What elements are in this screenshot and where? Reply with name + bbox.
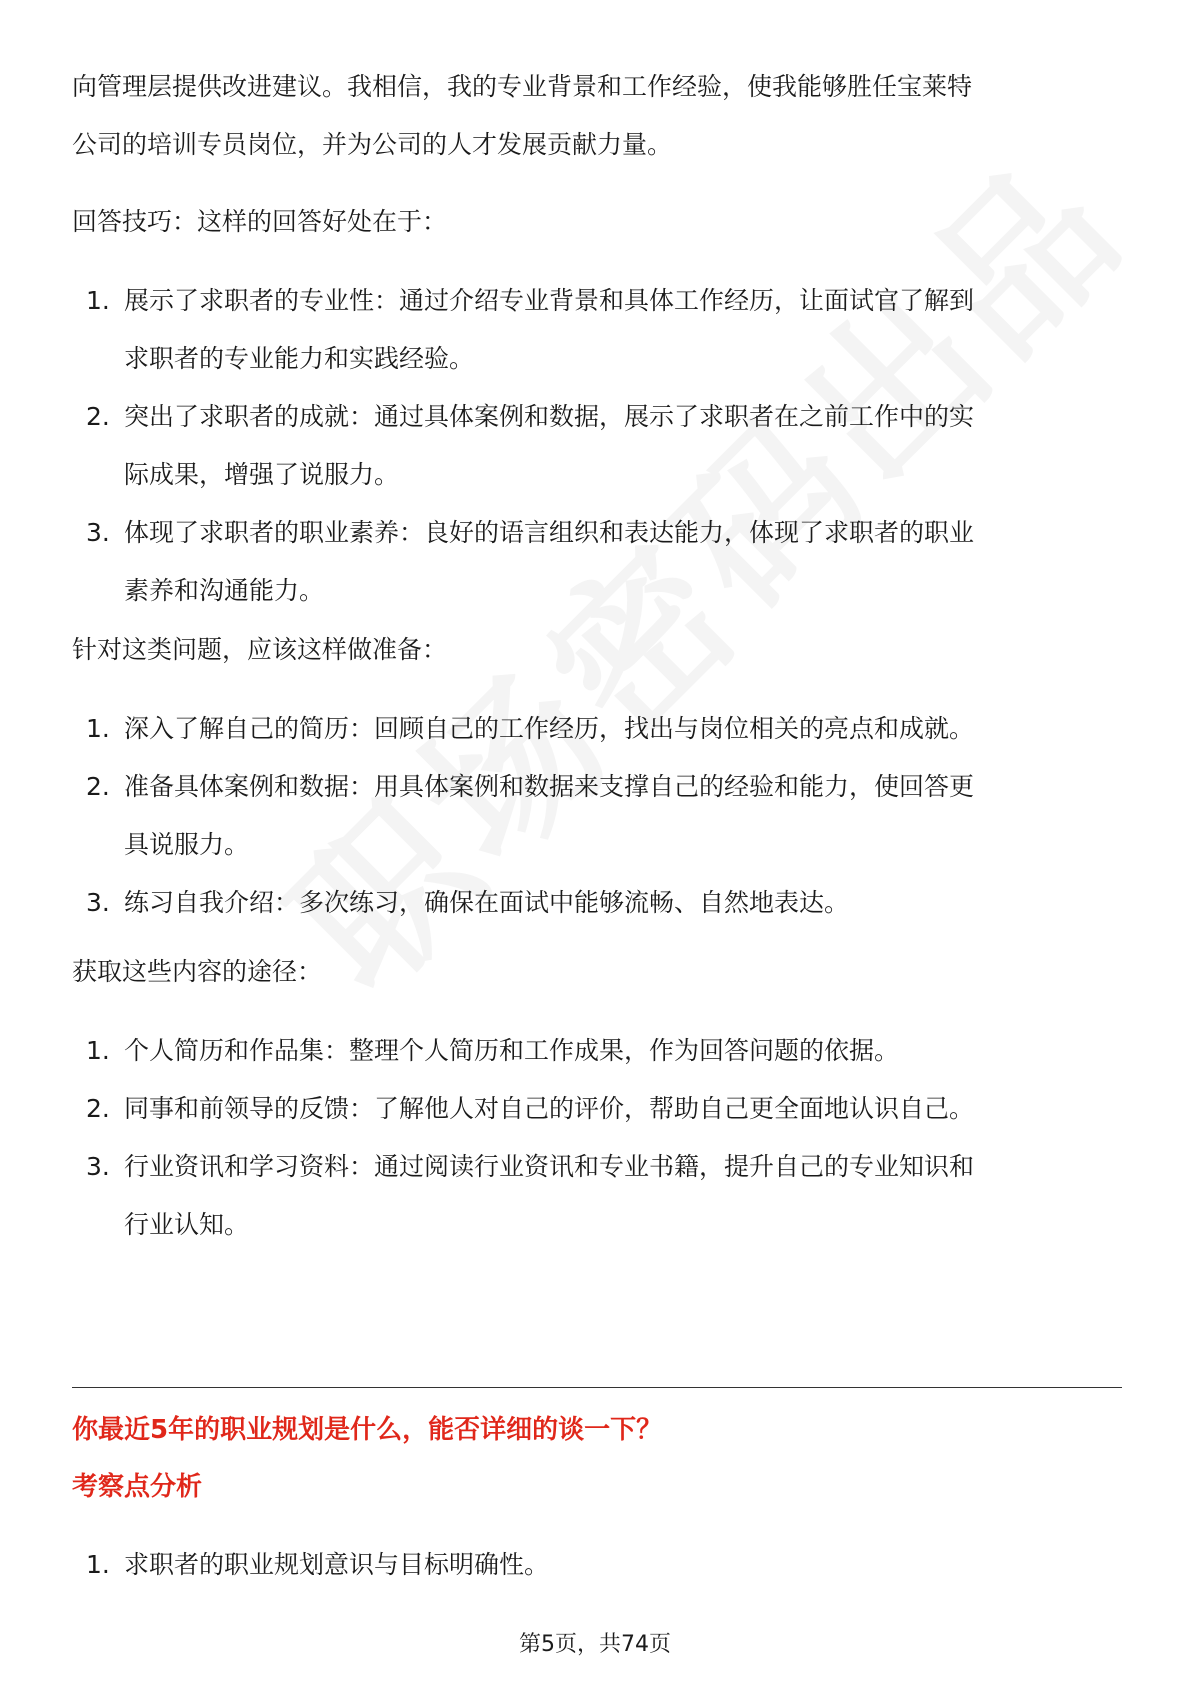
list-item: 1. 展示了求职者的专业性：通过介绍专业背景和具体工作经历，让面试官了解到 求职者的专业能力和实践经验。: [86, 286, 975, 373]
list-item: 1. 深入了解自己的简历：回顾自己的工作经历，找出与岗位相关的亮点和成就。: [86, 714, 975, 743]
list-item: 1. 个人简历和作品集：整理个人简历和工作成果，作为回答问题的依据。: [86, 1036, 900, 1065]
section-divider: [72, 1387, 1122, 1388]
tips-list: [72, 272, 1132, 620]
prep-list: [72, 700, 1132, 932]
prep-label: 针对这类问题，应该这样做准备：: [72, 635, 448, 664]
list-item: 3. 行业资讯和学习资料：通过阅读行业资讯和专业书籍，提升自己的专业知识和 行业认知。: [86, 1152, 975, 1239]
list-item: 2. 准备具体案例和数据：用具体案例和数据来支撑自己的经验和能力，使回答更 具说服力。: [86, 772, 975, 859]
sources-label: 获取这些内容的途径：: [72, 957, 323, 986]
list-item: 2. 同事和前领导的反馈：了解他人对自己的评价，帮助自己更全面地认识自己。: [86, 1094, 975, 1123]
list-item: 3. 练习自我介绍：多次练习，确保在面试中能够流畅、自然地表达。: [86, 888, 850, 917]
list-item: 3. 体现了求职者的职业素养：良好的语言组织和表达能力，体现了求职者的职业 素养和沟通能力。: [86, 518, 975, 605]
analysis-heading: 考察点分析: [72, 1472, 203, 1502]
tips-label: 回答技巧：这样的回答好处在于：: [72, 207, 448, 236]
analysis-list: [72, 1536, 1132, 1594]
sources-list: [72, 1022, 1132, 1254]
page-footer: 第5页，共74页: [519, 1632, 671, 1657]
intro-paragraph: 向管理层提供改进建议。我相信，我的专业背景和工作经验，使我能够胜任宝莱特 公司的培训专员岗位，并为公司的人才发展贡献力量。: [72, 72, 973, 159]
next-question-heading: 你最近5年的职业规划是什么，能否详细的谈一下？: [72, 1415, 663, 1445]
list-item: 1. 求职者的职业规划意识与目标明确性。: [86, 1550, 550, 1579]
list-item: 2. 突出了求职者的成就：通过具体案例和数据，展示了求职者在之前工作中的实 际成果，增强了说服力。: [86, 402, 975, 489]
